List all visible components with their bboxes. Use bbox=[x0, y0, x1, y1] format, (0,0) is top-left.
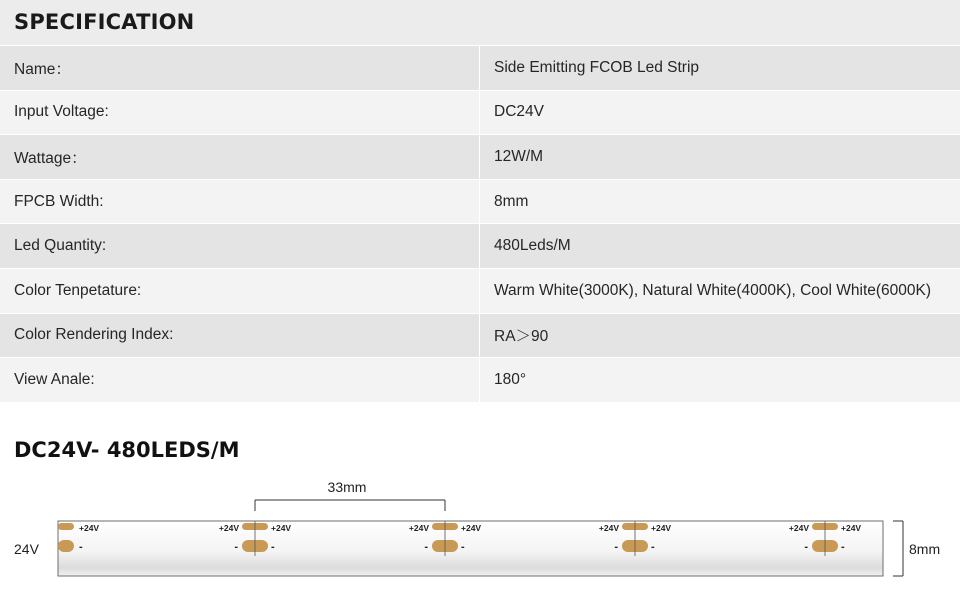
spec-row-name bbox=[0, 46, 960, 91]
plus-pad bbox=[58, 523, 74, 530]
spec-row-input-voltage bbox=[0, 91, 960, 136]
pad-minus-label: - bbox=[804, 541, 808, 553]
pad-plus-label: +24V bbox=[218, 523, 239, 533]
pad-plus-label: +24V bbox=[841, 523, 862, 533]
pad-minus-label: - bbox=[234, 541, 238, 553]
pad-plus-label: +24V bbox=[271, 523, 292, 533]
voltage-label: 24V bbox=[14, 541, 39, 557]
spec-row-color-temperature bbox=[0, 269, 960, 314]
spec-title: SPECIFICATION bbox=[14, 10, 195, 34]
strip-drawing bbox=[0, 470, 960, 594]
pad-minus-label: - bbox=[461, 541, 465, 553]
spec-label: FPCB Width: bbox=[0, 180, 480, 224]
pad-plus-label: +24V bbox=[598, 523, 619, 533]
spec-row-view-angle bbox=[0, 358, 960, 403]
spec-value: RA＞90 bbox=[494, 328, 549, 346]
spec-row-led-quantity bbox=[0, 224, 960, 269]
pad-plus-label: +24V bbox=[788, 523, 809, 533]
diagram-title: DC24V- 480LEDS/M bbox=[14, 438, 240, 462]
spec-value: DC24V bbox=[494, 103, 544, 121]
spec-label: Wattage： bbox=[0, 135, 480, 179]
spec-header bbox=[0, 0, 960, 46]
spec-label: Name： bbox=[0, 46, 480, 90]
pad-plus-label: +24V bbox=[461, 523, 482, 533]
pad-minus-label: - bbox=[79, 541, 83, 553]
spec-row-cri bbox=[0, 314, 960, 359]
spec-value: Warm White(3000K), Natural White(4000K), Cool White(6000K) bbox=[494, 281, 932, 299]
pad-plus-label: +24V bbox=[408, 523, 429, 533]
cut-length-label: 33mm bbox=[327, 479, 367, 495]
spec-row-fpcb-width bbox=[0, 180, 960, 225]
spec-table bbox=[0, 46, 960, 403]
minus-pad bbox=[58, 540, 74, 552]
spec-label: Color Tenpetature: bbox=[0, 269, 480, 313]
spec-value: 12W/M bbox=[494, 147, 544, 165]
pad-minus-label: - bbox=[614, 541, 618, 553]
width-label: 8mm bbox=[909, 541, 941, 557]
spec-value: 8mm bbox=[494, 192, 529, 210]
pad-minus-label: - bbox=[424, 541, 428, 553]
pad-minus-label: - bbox=[841, 541, 845, 553]
pad-minus-label: - bbox=[651, 541, 655, 553]
spec-value: 480Leds/M bbox=[494, 237, 571, 255]
led-strip-diagram bbox=[0, 470, 960, 594]
spec-row-wattage bbox=[0, 135, 960, 180]
spec-label: Input Voltage: bbox=[0, 91, 480, 135]
spec-label: Color Rendering Index: bbox=[0, 314, 480, 358]
spec-label: Led Quantity: bbox=[0, 224, 480, 268]
spec-value: 180° bbox=[494, 370, 527, 388]
spec-value: Side Emitting FCOB Led Strip bbox=[494, 58, 700, 76]
spec-label: View Anale: bbox=[0, 358, 480, 402]
pad-plus-label: +24V bbox=[651, 523, 672, 533]
pad-plus-label: +24V bbox=[79, 523, 100, 533]
pad-minus-label: - bbox=[271, 541, 275, 553]
